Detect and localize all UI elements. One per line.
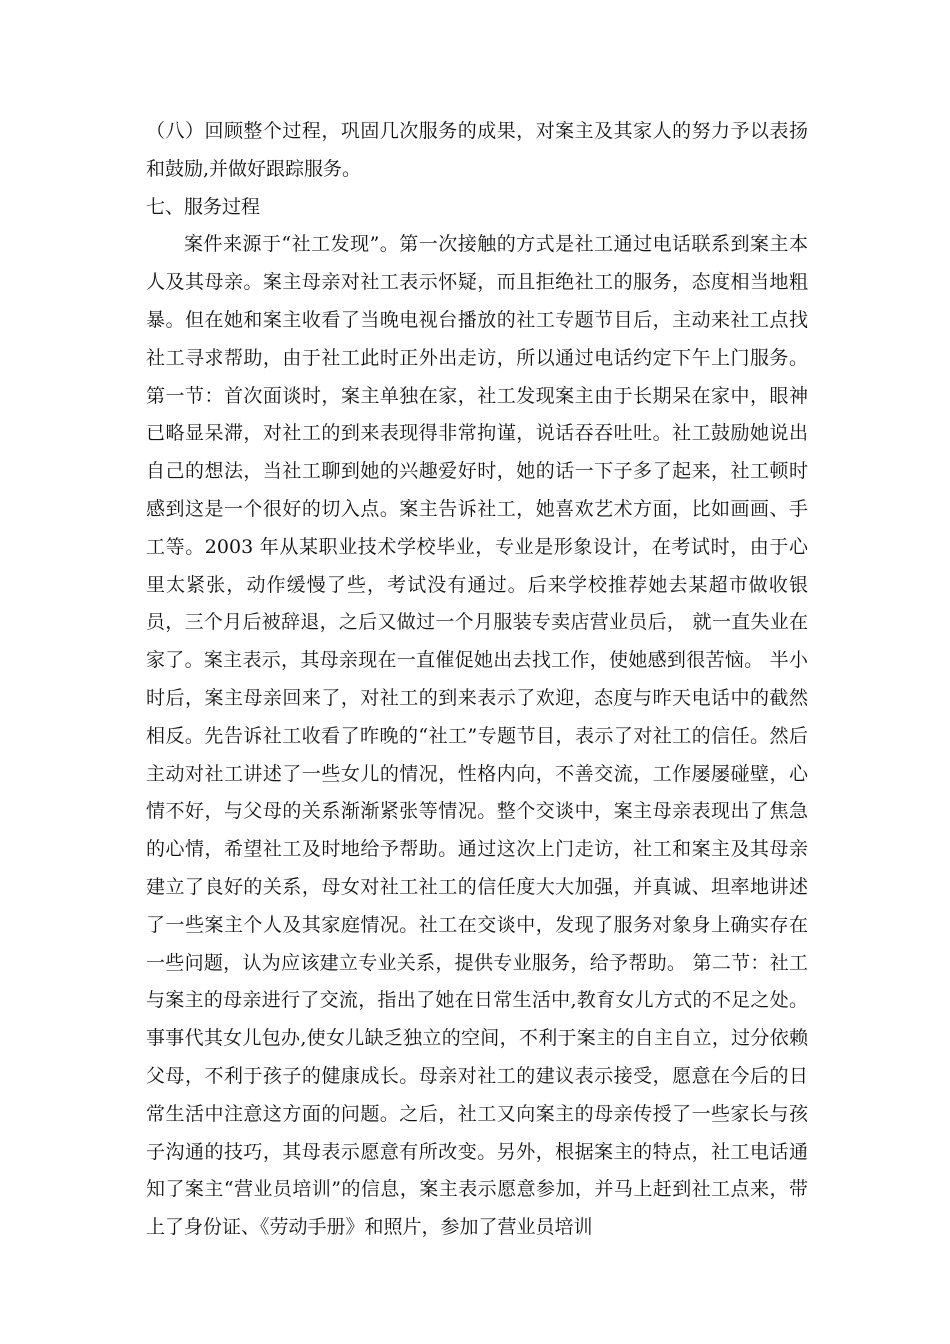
- body-paragraph: 案件来源于“社工发现”。第一次接触的方式是社工通过电话联系到案主本人及其母亲。案主母亲对社工表示怀疑，而且拒绝社工的服务，态度相当地粗暴。但在她和案主收看了当晚电视台播放的社工专题节目后，主动来社工点找社工寻求帮助，由于社工此时正外出走访，所以通过电话约定下午上门服务。 第一节：首次面谈时，案主单独在家，社工发现案主由于长期呆在家中，眼神已略显呆滞，对社工的到来表现得非常拘谨，说话吞吞吐吐。社工鼓励她说出自己的想法，当社工聊到她的兴趣爱好时，她的话一下子多了起来，社工顿时感到这是一个很好的切入点。案主告诉社工，她喜欢艺术方面，比如画画、手工等。2003 年从某职业技术学校毕业，专业是形象设计，在考试时，由于心里太紧张，动作缓慢了些，考试没有通过。后来学校推荐她去某超市做收银员，三个月后被辞退，之后又做过一个月服装专卖店营业员后， 就一直失业在家了。案主表示，其母亲现在一直催促她出去找工作，使她感到很苦恼。 半小时后，案主母亲回来了，对社工的到来表示了欢迎，态度与昨天电话中的截然相反。先告诉社工收看了昨晚的“社工”专题节目，表示了对社工的信任。然后主动对社工讲述了一些女儿的情况，性格内向，不善交流，工作屡屡碰壁，心情不好，与父母的关系渐渐紧张等情况。整个交谈中，案主母亲表现出了焦急的心情，希望社工及时地给予帮助。通过这次上门走访，社工和案主及其母亲建立了良好的关系，母女对社工社工的信任度大大加强，并真诚、坦率地讲述了一些案主个人及其家庭情况。社工在交谈中，发现了服务对象身上确实存在一些问题，认为应该建立专业关系，提供专业服务，给予帮助。 第二节：社工与案主的母亲进行了交流，指出了她在日常生活中,教育女儿方式的不足之处。事事代其女儿包办,使女儿缺乏独立的空间，不利于案主的自主自立，过分依赖父母，不利于孩子的健康成长。母亲对社工的建议表示接受，愿意在今后的日常生活中注意这方面的问题。之后，社工又向案主的母亲传授了一些家长与孩子沟通的技巧，其母表示愿意有所改变。另外，根据案主的特点，社工电话通知了案主“营业员培训”的信息，案主表示愿意参加，并马上赶到社工点来，带上了身份证、《劳动手册》和照片，参加了营业员培训: [146, 233, 808, 1239]
- document-body: [146, 113, 808, 1247]
- list-item-eight: （八）回顾整个过程，巩固几次服务的成果，对案主及其家人的努力予以表扬和鼓励,并做好跟踪服务。: [146, 120, 808, 180]
- section-heading: 七、服务过程: [146, 195, 261, 218]
